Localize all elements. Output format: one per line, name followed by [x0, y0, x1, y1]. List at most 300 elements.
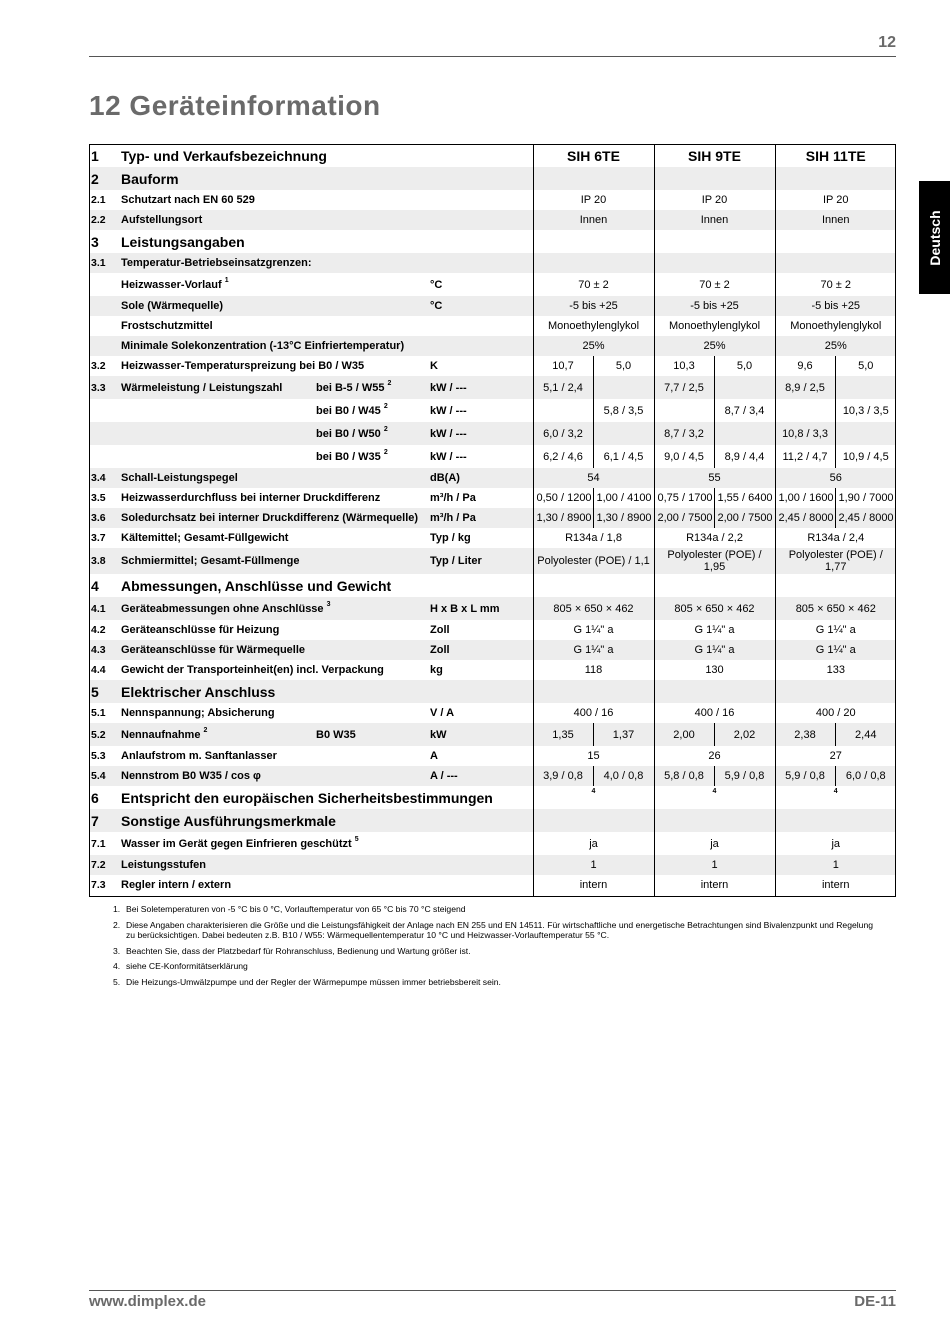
value-cell: 9,6 [775, 356, 835, 376]
value-cell: 5,8 / 3,5 [593, 399, 654, 422]
value-cell: 1,55 / 6400 [714, 488, 775, 508]
row-unit: Typ / Liter [427, 548, 533, 574]
value-cell: 2,44 [835, 723, 896, 746]
value-cell: IP 20 [533, 190, 654, 210]
value-cell [533, 680, 654, 703]
row-label [118, 210, 533, 230]
table-row [89, 766, 896, 786]
row-label [118, 528, 427, 548]
row-unit: m³/h / Pa [427, 488, 533, 508]
table-row [89, 190, 896, 210]
row-condition [313, 376, 427, 399]
value-cell: 54 [533, 468, 654, 488]
row-number: 3.6 [89, 508, 118, 528]
page-number-top: 12 [878, 34, 896, 51]
row-label [118, 445, 313, 468]
language-tab-label: Deutsch [926, 209, 943, 266]
value-cell: 10,7 [533, 356, 593, 376]
row-label-text: Geräteanschlüsse für Heizung [121, 624, 280, 636]
table-row [89, 316, 896, 336]
footnote-ref: 2 [387, 379, 392, 387]
value-cell: 2,00 / 7500 [714, 508, 775, 528]
footnote-ref: 2 [383, 425, 388, 433]
row-label [118, 296, 427, 316]
value-cell: 70 ± 2 [654, 273, 775, 296]
footnote-ref: 3 [326, 600, 331, 608]
row-label [118, 253, 533, 273]
section-title: Bauform [118, 167, 533, 190]
row-number: 7 [89, 809, 118, 832]
row-label-text: Regler intern / extern [121, 879, 232, 891]
value-cell: 55 [654, 468, 775, 488]
value-cell: 5,9 / 0,8 [775, 766, 835, 786]
row-number: 7.2 [89, 855, 118, 875]
value-cell: Monoethylenglykol [533, 316, 654, 336]
footnote [113, 920, 883, 941]
value-cell: 10,3 / 3,5 [835, 399, 896, 422]
row-number: 3.4 [89, 468, 118, 488]
value-cell: Innen [654, 210, 775, 230]
value-cell: Monoethylenglykol [654, 316, 775, 336]
row-label [118, 273, 427, 296]
row-label-text: Temperatur-Betriebseinsatzgrenzen: [121, 257, 312, 269]
footnote-text: Beachten Sie, dass der Platzbedarf für Rohranschluss, Bedienung und Wartung größer ist. [126, 945, 471, 956]
value-cell [714, 376, 775, 399]
row-number [89, 296, 118, 316]
value-cell: 5,1 / 2,4 [533, 376, 593, 399]
row-unit: kW / --- [427, 445, 533, 468]
value-cell: 9,0 / 4,5 [654, 445, 714, 468]
value-cell [714, 422, 775, 445]
value-cell [533, 399, 593, 422]
table-row [89, 640, 896, 660]
value-cell: 133 [775, 660, 896, 680]
row-condition [313, 422, 427, 445]
table-row [89, 660, 896, 680]
row-number [89, 316, 118, 336]
footer-page-label: DE-11 [854, 1293, 896, 1310]
value-cell [533, 809, 654, 832]
row-label [118, 356, 427, 376]
footnote-text: siehe CE-Konformitätserklärung [126, 961, 248, 971]
row-number [89, 273, 118, 296]
section-title: Entspricht den europäischen Sicherheitsbestimmungen [118, 786, 533, 809]
section-row [89, 230, 896, 253]
table-row [89, 508, 896, 528]
footnote-ref: 2 [383, 402, 388, 410]
value-cell [533, 167, 654, 190]
row-number: 2 [89, 167, 118, 190]
footnote-number: 1. [113, 904, 121, 914]
table-row [89, 488, 896, 508]
row-condition [313, 399, 427, 422]
row-label-text: Nennspannung; Absicherung [121, 707, 275, 719]
row-condition-text: bei B0 / W45 [316, 404, 381, 417]
row-label [118, 190, 533, 210]
row-label-text: Schmiermittel; Gesamt-Füllmenge [121, 555, 300, 567]
row-label-text: Wasser im Gerät gegen Einfrieren geschützt [121, 837, 352, 850]
value-cell: 1,30 / 8900 [533, 508, 593, 528]
row-label [118, 660, 427, 680]
value-cell: 0,50 / 1200 [533, 488, 593, 508]
footnote-text: Die Heizungs-Umwälzpumpe und der Regler der Wärmepumpe müssen immer betriebsbereit sein. [126, 976, 501, 987]
row-number [89, 445, 118, 468]
value-cell [533, 230, 654, 253]
row-unit: kW [427, 723, 533, 746]
footnote [113, 946, 883, 957]
section-title: Sonstige Ausführungsmerkmale [118, 809, 533, 832]
value-cell [654, 809, 775, 832]
row-label [118, 376, 313, 399]
section-row [89, 680, 896, 703]
value-cell: SIH 6TE [533, 144, 654, 167]
value-cell: 400 / 16 [533, 703, 654, 723]
value-cell: 1,00 / 1600 [775, 488, 835, 508]
value-cell: 7,7 / 2,5 [654, 376, 714, 399]
value-cell [654, 574, 775, 597]
row-label [118, 875, 533, 895]
table-row [89, 468, 896, 488]
row-label-text: Aufstellungsort [121, 214, 203, 226]
value-cell [775, 809, 896, 832]
row-label [118, 746, 427, 766]
section-row [89, 786, 896, 809]
row-unit: °C [427, 296, 533, 316]
table-row [89, 336, 896, 356]
value-cell: 5,0 [593, 356, 654, 376]
footnote-ref: 5 [354, 835, 359, 843]
value-cell: G 1¼" a [654, 620, 775, 640]
table-row [89, 855, 896, 875]
row-label-text: Anlaufstrom m. Sanftanlasser [121, 750, 277, 762]
row-number: 3.8 [89, 548, 118, 574]
value-cell: intern [654, 875, 775, 895]
section-title: Typ- und Verkaufsbezeichnung [118, 144, 533, 167]
table-row [89, 273, 896, 296]
value-cell [593, 422, 654, 445]
row-unit: m³/h / Pa [427, 508, 533, 528]
row-condition [313, 445, 427, 468]
value-cell: IP 20 [654, 190, 775, 210]
table-row [89, 376, 896, 399]
row-number: 4 [89, 574, 118, 597]
table-row [89, 620, 896, 640]
value-cell: 1,00 / 4100 [593, 488, 654, 508]
table-row [89, 422, 896, 445]
value-cell: 25% [654, 336, 775, 356]
footnote-number: 2. [113, 919, 121, 930]
language-tab [919, 181, 950, 294]
section-title: Elektrischer Anschluss [118, 680, 533, 703]
value-cell: ja [775, 832, 896, 855]
value-cell: Polyolester (POE) / 1,95 [654, 548, 775, 574]
table-row [89, 399, 896, 422]
value-cell: 56 [775, 468, 896, 488]
value-cell: -5 bis +25 [533, 296, 654, 316]
row-number: 3.2 [89, 356, 118, 376]
value-cell: IP 20 [775, 190, 896, 210]
value-cell: 4 [654, 786, 775, 809]
row-number: 4.4 [89, 660, 118, 680]
table-row [89, 832, 896, 855]
value-cell: 4 [533, 786, 654, 809]
value-cell [775, 253, 896, 273]
footnote-number: 5. [113, 976, 121, 987]
footnotes [113, 904, 883, 992]
row-number: 7.1 [89, 832, 118, 855]
value-cell: 2,02 [714, 723, 775, 746]
value-cell [654, 230, 775, 253]
row-label [118, 723, 313, 746]
row-label-text: Nennaufnahme [121, 728, 201, 741]
row-number: 2.1 [89, 190, 118, 210]
row-label-text: Soledurchsatz bei interner Druckdifferenz (Wärmequelle) [121, 512, 419, 524]
value-cell: 2,38 [775, 723, 835, 746]
value-cell [775, 680, 896, 703]
row-number: 3.5 [89, 488, 118, 508]
value-cell: 3,9 / 0,8 [533, 766, 593, 786]
value-cell: 1,30 / 8900 [593, 508, 654, 528]
section-title: Abmessungen, Anschlüsse und Gewicht [118, 574, 533, 597]
value-cell [654, 167, 775, 190]
value-cell: -5 bis +25 [775, 296, 896, 316]
row-unit: kg [427, 660, 533, 680]
value-cell [654, 680, 775, 703]
footnote-number: 4. [113, 961, 121, 971]
table-row [89, 723, 896, 746]
row-label [118, 548, 427, 574]
row-unit: °C [427, 273, 533, 296]
footnote-text: Bei Soletemperaturen von -5 °C bis 0 °C, Vorlauftemperatur von 65 °C bis 70 °C steigend [126, 904, 466, 914]
value-cell: 400 / 20 [775, 703, 896, 723]
row-label [118, 508, 427, 528]
value-cell: Monoethylenglykol [775, 316, 896, 336]
row-number: 3.3 [89, 376, 118, 399]
row-label-text: Kältemittel; Gesamt-Füllgewicht [121, 532, 289, 544]
header-rule [89, 56, 896, 57]
table-row [89, 548, 896, 574]
row-number: 5.3 [89, 746, 118, 766]
row-label-text: Frostschutzmittel [121, 320, 213, 332]
row-number: 3 [89, 230, 118, 253]
value-cell: 10,8 / 3,3 [775, 422, 835, 445]
row-unit: H x B x L mm [427, 597, 533, 620]
row-unit: dB(A) [427, 468, 533, 488]
footer-rule [89, 1290, 896, 1291]
value-cell: Polyolester (POE) / 1,1 [533, 548, 654, 574]
row-label [118, 620, 427, 640]
row-label [118, 468, 427, 488]
row-number: 3.7 [89, 528, 118, 548]
row-condition-text: bei B0 / W35 [316, 450, 381, 463]
footnote [113, 977, 883, 988]
value-cell: 6,0 / 3,2 [533, 422, 593, 445]
value-cell: G 1¼" a [775, 620, 896, 640]
row-unit: Zoll [427, 620, 533, 640]
value-cell [775, 574, 896, 597]
table-row [89, 210, 896, 230]
table-row [89, 875, 896, 895]
row-condition-text: bei B0 / W50 [316, 427, 381, 440]
row-unit: K [427, 356, 533, 376]
value-cell: 8,9 / 4,4 [714, 445, 775, 468]
row-label-text: Leistungsstufen [121, 859, 206, 871]
value-cell: 10,9 / 4,5 [835, 445, 896, 468]
value-cell: 25% [533, 336, 654, 356]
value-cell: 1,35 [533, 723, 593, 746]
row-number: 7.3 [89, 875, 118, 895]
value-cell: G 1¼" a [654, 640, 775, 660]
row-label-text: Schutzart nach EN 60 529 [121, 194, 255, 206]
row-label [118, 640, 427, 660]
value-cell: 5,9 / 0,8 [714, 766, 775, 786]
row-label [118, 855, 533, 875]
value-cell: R134a / 2,4 [775, 528, 896, 548]
value-cell: SIH 11TE [775, 144, 896, 167]
value-cell [835, 422, 896, 445]
row-number: 5 [89, 680, 118, 703]
value-cell: 1,37 [593, 723, 654, 746]
value-cell: 8,7 / 3,4 [714, 399, 775, 422]
row-label [118, 597, 427, 620]
value-cell [775, 399, 835, 422]
value-cell: -5 bis +25 [654, 296, 775, 316]
row-label-text: Schall-Leistungspegel [121, 472, 238, 484]
value-cell: 6,2 / 4,6 [533, 445, 593, 468]
value-cell [835, 376, 896, 399]
row-label-text: Heizwasser-Temperaturspreizung bei B0 / W35 [121, 360, 365, 372]
row-label [118, 832, 533, 855]
value-cell: Polyolester (POE) / 1,77 [775, 548, 896, 574]
value-cell: intern [533, 875, 654, 895]
row-label-text: Sole (Wärmequelle) [121, 300, 224, 312]
table-row [89, 253, 896, 273]
row-unit: Typ / kg [427, 528, 533, 548]
value-cell: intern [775, 875, 896, 895]
value-cell: 11,2 / 4,7 [775, 445, 835, 468]
row-number: 3.1 [89, 253, 118, 273]
row-number: 4.2 [89, 620, 118, 640]
row-label-text: Gewicht der Transporteinheit(en) incl. Verpackung [121, 664, 384, 676]
value-cell: G 1¼" a [533, 620, 654, 640]
value-cell: 400 / 16 [654, 703, 775, 723]
value-cell: 10,3 [654, 356, 714, 376]
row-label-text: Geräteanschlüsse für Wärmequelle [121, 644, 306, 656]
value-cell: 118 [533, 660, 654, 680]
value-cell: 6,0 / 0,8 [835, 766, 896, 786]
value-cell: 25% [775, 336, 896, 356]
value-cell: 0,75 / 1700 [654, 488, 714, 508]
value-cell [775, 230, 896, 253]
row-unit: kW / --- [427, 376, 533, 399]
value-cell [775, 167, 896, 190]
value-cell: 2,00 / 7500 [654, 508, 714, 528]
section-title: Leistungsangaben [118, 230, 533, 253]
row-label [118, 488, 427, 508]
value-cell: Innen [533, 210, 654, 230]
value-cell: SIH 9TE [654, 144, 775, 167]
section-row [89, 574, 896, 597]
value-cell: 1,90 / 7000 [835, 488, 896, 508]
row-unit: A [427, 746, 533, 766]
value-cell: 805 × 650 × 462 [775, 597, 896, 620]
footnote-ref: 2 [383, 448, 388, 456]
specification-table [89, 144, 896, 895]
row-label [118, 399, 313, 422]
value-cell: 1 [654, 855, 775, 875]
row-number: 1 [89, 144, 118, 167]
value-cell [654, 253, 775, 273]
row-unit: kW / --- [427, 399, 533, 422]
row-number: 5.1 [89, 703, 118, 723]
footnote [113, 961, 883, 972]
row-number [89, 399, 118, 422]
value-cell: 5,8 / 0,8 [654, 766, 714, 786]
row-label [118, 703, 427, 723]
row-number [89, 422, 118, 445]
section-row [89, 809, 896, 832]
value-cell: 2,45 / 8000 [835, 508, 896, 528]
value-cell: 805 × 650 × 462 [533, 597, 654, 620]
value-cell: G 1¼" a [775, 640, 896, 660]
section-row [89, 167, 896, 190]
value-cell: 15 [533, 746, 654, 766]
row-condition-text: B0 W35 [316, 728, 356, 741]
row-number: 6 [89, 786, 118, 809]
value-cell: 8,7 / 3,2 [654, 422, 714, 445]
value-cell: 1 [533, 855, 654, 875]
value-cell: 2,45 / 8000 [775, 508, 835, 528]
value-cell [533, 253, 654, 273]
row-label-text: Minimale Solekonzentration (-13°C Einfriertemperatur) [121, 340, 405, 352]
row-number [89, 336, 118, 356]
value-cell: 805 × 650 × 462 [654, 597, 775, 620]
row-label-text: Heizwasser-Vorlauf [121, 278, 222, 291]
row-number: 4.3 [89, 640, 118, 660]
table-row [89, 703, 896, 723]
row-number: 2.2 [89, 210, 118, 230]
value-cell: 70 ± 2 [775, 273, 896, 296]
row-condition [313, 723, 427, 746]
value-cell: 8,9 / 2,5 [775, 376, 835, 399]
value-cell: 26 [654, 746, 775, 766]
value-cell: ja [533, 832, 654, 855]
row-label [118, 316, 533, 336]
row-label [118, 766, 427, 786]
value-cell: Innen [775, 210, 896, 230]
row-unit: kW / --- [427, 422, 533, 445]
page-title: 12 Geräteinformation [89, 90, 381, 121]
row-number: 5.4 [89, 766, 118, 786]
value-cell: 130 [654, 660, 775, 680]
row-label-text: Heizwasserdurchfluss bei interner Druckdifferenz [121, 492, 381, 504]
row-label-text: Nennstrom B0 W35 / cos φ [121, 770, 261, 782]
footnote [113, 904, 883, 915]
value-cell: 5,0 [835, 356, 896, 376]
row-label-text: Geräteabmessungen ohne Anschlüsse [121, 602, 324, 615]
row-label [118, 422, 313, 445]
row-unit: A / --- [427, 766, 533, 786]
value-cell: 1 [775, 855, 896, 875]
table-row [89, 296, 896, 316]
value-cell [654, 399, 714, 422]
table-row [89, 445, 896, 468]
row-number: 5.2 [89, 723, 118, 746]
value-cell: 70 ± 2 [533, 273, 654, 296]
value-cell: 6,1 / 4,5 [593, 445, 654, 468]
table-row [89, 746, 896, 766]
row-label [118, 336, 533, 356]
